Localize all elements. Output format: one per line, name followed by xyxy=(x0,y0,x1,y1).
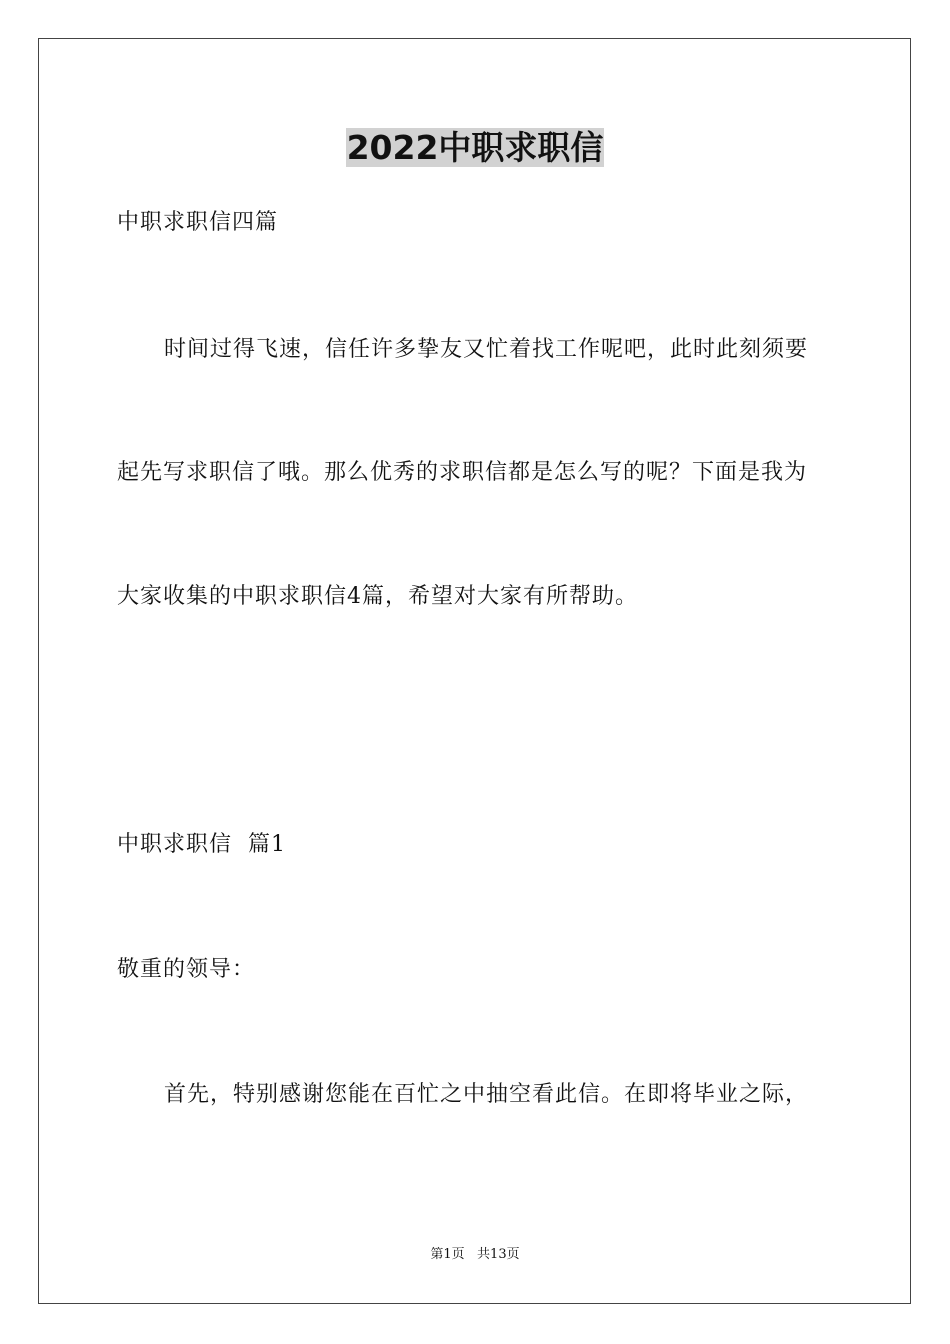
document-title xyxy=(0,126,950,170)
document-title-text: 2022中职求职信 xyxy=(346,128,604,167)
section-heading: 中职求职信 篇1 xyxy=(117,832,286,857)
body-line-1: 首先，特别感谢您能在百忙之中抽空看此信。在即将毕业之际， xyxy=(164,1082,809,1107)
intro-line-2: 起先写求职信了哦。那么优秀的求职信都是怎么写的呢？下面是我为 xyxy=(117,460,808,485)
intro-line-3: 大家收集的中职求职信4篇，希望对大家有所帮助。 xyxy=(117,584,638,609)
document-subtitle: 中职求职信四篇 xyxy=(117,210,279,235)
page-footer: 第1页 共13页 xyxy=(430,1247,520,1262)
intro-line-1: 时间过得飞速，信任许多挚友又忙着找工作呢吧，此时此刻须要 xyxy=(164,337,809,362)
salutation: 敬重的领导： xyxy=(117,957,256,982)
